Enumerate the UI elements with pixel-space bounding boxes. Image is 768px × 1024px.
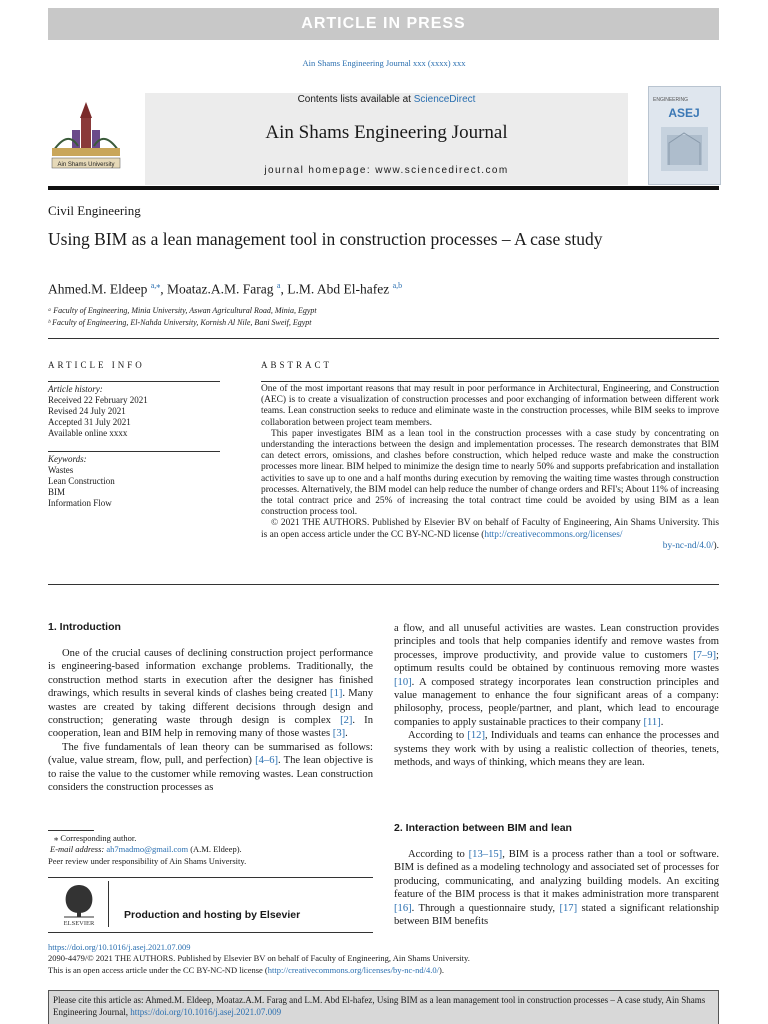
copyright-text: © 2021 THE AUTHORS. Published by Elsevier BV on behalf of Faculty of Engineering, Ain Shams University. This is an open access article under the CC BY-NC-ND license ( (261, 518, 719, 540)
corresponding-note: ⁎ Corresponding author. (54, 833, 137, 843)
citation-link[interactable]: [3] (332, 728, 346, 740)
keyword: Wastes (48, 465, 74, 475)
citation-link[interactable]: [1] (330, 688, 343, 700)
affiliation-a: ᵃ Faculty of Engineering, Minia University, Aswan Agricultural Road, Minia, Egypt (48, 306, 317, 315)
body-paragraph (394, 622, 719, 729)
license-link-line (261, 541, 719, 552)
history-item: Available online xxxx (48, 428, 128, 438)
license-link-cont[interactable]: by-nc-nd/4.0/ (662, 540, 714, 551)
section-tag: Civil Engineering (48, 203, 141, 218)
citation-link[interactable]: [7–9] (693, 649, 717, 661)
divider (261, 381, 719, 382)
abstract-heading: ABSTRACT (261, 360, 333, 370)
email-link[interactable]: ah7madmo@gmail.com (106, 844, 189, 855)
body-paragraph (394, 729, 719, 769)
sciencedirect-link[interactable]: ScienceDirect (413, 94, 476, 105)
text-run: ; optimum results could be obtained by continuous removing more wastes (394, 649, 719, 675)
text-run: stated a significant relationship between BIM benefits (394, 902, 719, 928)
body-column-right-2 (394, 848, 719, 928)
email-suffix: (A.M. Eldeep). (188, 844, 242, 855)
body-paragraph (48, 741, 373, 795)
keywords-label: Keywords: (48, 454, 87, 464)
header-rule (48, 186, 719, 190)
journal-title: Ain Shams Engineering Journal (265, 122, 508, 143)
cover-label: ENGINEERING (653, 97, 689, 103)
text-run: , BIM is a process rather than a tool or software. BIM is defined as a modeling technology and associated set of processes for producing, communicating, and analyzing building models. An exciting feature of the BIM process is that it makes administration more transparent (394, 849, 719, 901)
logo-caption: Ain Shams University (57, 162, 115, 168)
citation-doi-link[interactable]: https://doi.org/10.1016/j.asej.2021.07.009 (130, 1007, 282, 1017)
citation-link[interactable]: [12] (467, 730, 485, 742)
keyword: BIM (48, 487, 66, 497)
citation-link[interactable]: [17] (559, 902, 578, 914)
affiliation-b: ᵇ Faculty of Engineering, El-Nahda University, Kornish Al Nile, Bani Sweif, Egypt (48, 318, 312, 327)
keyword: Information Flow (48, 498, 112, 508)
doi-block (48, 942, 470, 976)
author-name: L.M. Abd El-hafez (287, 281, 390, 297)
journal-reference-link[interactable]: Ain Shams Engineering Journal xxx (xxxx) xxx (302, 58, 466, 68)
doi-link[interactable]: https://doi.org/10.1016/j.asej.2021.07.009 (48, 942, 191, 952)
article-in-press-banner: ARTICLE IN PRESS (48, 8, 719, 40)
text-run: The five fundamentals of lean theory can be summarised as follows: (value, value stream, flow, pull, and perfection) (48, 741, 373, 767)
text-run: . A composed strategy incorporates lean construction principles and value management to enhance the four significant areas of a company: philosophy, process, people/partner, and plant, which lead to encourage companies to apply sustainable practices to their company (394, 676, 719, 728)
text-run: . (345, 728, 348, 740)
issn-line: 2090-4479/© 2021 THE AUTHORS. Published by Elsevier BV on behalf of Faculty of Engineering, Ain Shams University. (48, 953, 470, 964)
author-name: Moataz.A.M. Farag (167, 281, 274, 297)
author-list: Ahmed.M. Eldeep $^{a,⁎}$, Moataz.A.M. Farag $^a$, L.M. Abd El-hafez $^{a,b}$ (48, 281, 403, 297)
divider (48, 338, 719, 339)
oa-prefix: This is an open access article under the CC BY-NC-ND license ( (48, 964, 268, 975)
citation-link[interactable]: [2] (340, 715, 353, 727)
divider (48, 381, 220, 382)
contents-prefix: Contents lists available at (297, 94, 414, 105)
text-run: According to (408, 849, 469, 860)
email-line (48, 844, 246, 855)
article-info-heading: ARTICLE INFO (48, 360, 145, 370)
keywords-block (48, 454, 115, 509)
divider (48, 451, 220, 452)
footnotes (48, 833, 246, 867)
text-run: , Individuals and teams can enhance the processes and systems they work with by using a realistic collection of theories, tenets, methods, and ways of thinking, which means they are lean. (394, 730, 719, 769)
cover-abbrev: ASEJ (668, 106, 700, 120)
history-item: Accepted 31 July 2021 (48, 417, 131, 427)
contents-line (145, 94, 628, 105)
text-run: . In cooperation, lean and BIM help in removing many of those wastes (48, 715, 374, 740)
citation-link[interactable]: [13–15] (468, 849, 503, 860)
citation-link[interactable]: [10] (394, 676, 412, 688)
citation-link[interactable]: [11] (643, 716, 661, 728)
history-item: Received 22 February 2021 (48, 395, 148, 405)
article-title: Using BIM as a lean management tool in construction processes – A case study (48, 229, 603, 249)
copyright-notice (261, 518, 719, 540)
divider (108, 881, 109, 927)
history-label: Article history: (48, 384, 103, 394)
section-heading-bim-lean: 2. Interaction between BIM and lean (394, 822, 572, 834)
ain-shams-university-logo (48, 100, 124, 172)
author-affiliation-mark[interactable]: a,b (392, 281, 403, 290)
license-close: ). (713, 540, 719, 551)
body-column-left (48, 647, 373, 794)
journal-cover-thumbnail[interactable] (648, 86, 721, 185)
text-run: . Through a questionnaire study, (411, 902, 560, 914)
citation-text: Please cite this article as: Ahmed.M. Eldeep, Moataz.A.M. Farag and L.M. Abd El-hafez, Using BIM as a lean management tool in construction processes – A case study, Ain Shams Engineering Journal, (53, 995, 706, 1017)
body-paragraph (394, 848, 719, 928)
elsevier-logo-label: ELSEVIER (63, 920, 95, 927)
author-affiliation-mark[interactable]: a,⁎ (150, 281, 161, 290)
text-run: . The lean objective is to raise the value to the customer while removing wastes. Lean construction considers the construction processes as (48, 755, 373, 794)
email-label: E-mail address: (50, 844, 107, 855)
text-run: . Many wastes are created by taking different decisions through design and construction; generating waste through design is complex (48, 688, 373, 727)
text-run: One of the crucial causes of declining construction project performance is engineering-based information exchange problems. Traditionally, the construction method starts in execution after the designer has finished drawings, which results in several kinds of clashes being created (48, 648, 373, 700)
section-heading-introduction: 1. Introduction (48, 621, 121, 633)
abstract-paragraph: This paper investigates BIM as a lean tool in the construction processes with a case study by concentrating on understanding the interactions between the design and implementation processes. The research demonstrates that BIM can detect errors, omissions, and clashes before construction, which helped reduce waste and make the construction processes more linear. BIM helped to minimize the design time to nearly 50% and supports prefabrication and installation activities to save up to one and a half months during execution by removing the waiting time wastes through construction processes. Alternatively, the BIM model can help reduce the number of change orders and RFI's; About 11% of increasing the total contract price and 25% of increasing the total contract time could be avoided by using BIM as a lean construction process tool. (261, 428, 719, 518)
article-history (48, 384, 148, 439)
author-affiliation-mark[interactable]: a (276, 281, 281, 290)
body-column-right (394, 622, 719, 769)
citation-link[interactable]: [4–6] (255, 755, 279, 767)
author-name: Ahmed.M. Eldeep (48, 281, 148, 297)
body-paragraph (48, 647, 373, 741)
text-run: . (660, 716, 664, 728)
oa-license-link[interactable]: http://creativecommons.org/licenses/by-nc-nd/4.0/ (267, 964, 439, 975)
open-access-line (48, 965, 470, 976)
history-item: Revised 24 July 2021 (48, 406, 126, 416)
oa-suffix: ). (439, 964, 444, 975)
footnote-rule (48, 830, 94, 831)
text-run: According to (408, 730, 468, 742)
elsevier-logo[interactable] (56, 881, 102, 927)
license-link[interactable]: http://creativecommons.org/licenses/ (484, 529, 623, 540)
text-run: a flow, and all unuseful activities are wastes. Lean construction provides principles and tools that help companies identify and remove wastes from processes, improve productivity, and provide value to customers (394, 623, 719, 661)
journal-homepage[interactable]: journal homepage: www.sciencedirect.com (264, 165, 509, 176)
divider (48, 584, 719, 585)
citation-link[interactable]: [16] (394, 902, 412, 914)
abstract-paragraph: One of the most important reasons that may result in poor performance in Architectural, Engineering, and Construction (AEC) is to create a visualization of construction processes and poor exchanging of information between different work teams. Lean construction seeks to reduce and eliminate waste in the construction processes, while BIM seeks to improve collaboration between project team members. (261, 384, 719, 428)
citation-box (48, 990, 719, 1024)
abstract-body (261, 384, 719, 552)
keyword: Lean Construction (48, 476, 115, 486)
production-hosting-label: Production and hosting by Elsevier (124, 909, 301, 921)
peer-review-note: Peer review under responsibility of Ain Shams University. (48, 855, 247, 866)
